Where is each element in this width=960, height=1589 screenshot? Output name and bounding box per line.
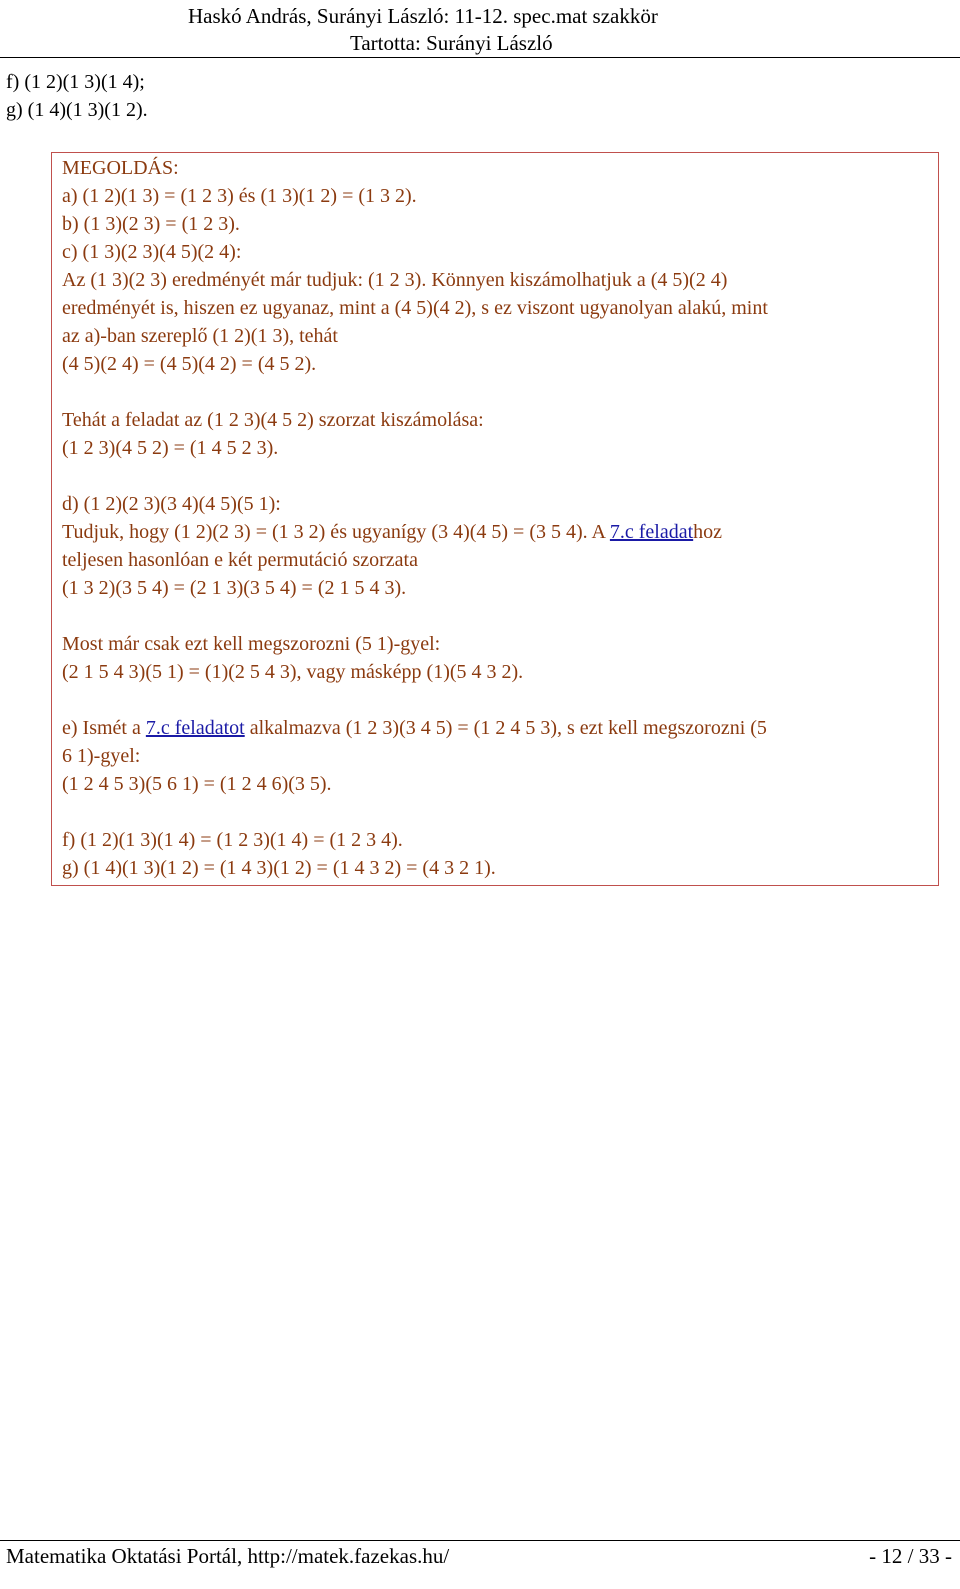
page-number: - 12 / 33 -	[869, 1544, 952, 1568]
paragraph-gap	[62, 686, 934, 714]
header-authors: Haskó András, Surányi László: 11-12. spec.mat szakkör	[188, 4, 658, 28]
solution-c-line: az a)-ban szereplő (1 2)(1 3), tehát	[62, 325, 338, 347]
solution-c-heading: c) (1 3)(2 3)(4 5)(2 4):	[62, 241, 242, 263]
solution-d-text: hoz	[693, 521, 723, 543]
paragraph-gap	[62, 378, 934, 406]
solution-e-result: (1 2 4 5 3)(5 6 1) = (1 2 4 6)(3 5).	[62, 773, 332, 795]
page-header	[0, 0, 960, 58]
solution-c-line: Az (1 3)(2 3) eredményét már tudjuk: (1 2 3). Könnyen kiszámolhatjuk a (4 5)(2 4)	[62, 269, 728, 291]
solution-d-text: Tudjuk, hogy (1 2)(2 3) = (1 3 2) és ugyanígy (3 4)(4 5) = (3 5 4). A	[62, 521, 610, 543]
solution-g: g) (1 4)(1 3)(1 2) = (1 4 3)(1 2) = (1 4 3 2) = (4 3 2 1).	[62, 857, 496, 879]
exercise-item-f: f) (1 2)(1 3)(1 4);	[6, 71, 145, 93]
header-divider	[0, 57, 960, 58]
solution-b: b) (1 3)(2 3) = (1 2 3).	[62, 213, 240, 235]
solution-a: a) (1 2)(1 3) = (1 2 3) és (1 3)(1 2) = (1 3 2).	[62, 185, 417, 207]
header-instructor: Tartotta: Surányi László	[350, 31, 553, 55]
paragraph-gap	[62, 798, 934, 826]
solution-c-line: Tehát a feladat az (1 2 3)(4 5 2) szorzat kiszámolása:	[62, 409, 484, 431]
solution-c-line: eredményét is, hiszen ez ugyanaz, mint a (4 5)(4 2), s ez viszont ugyanolyan alakú, mint	[62, 297, 768, 319]
paragraph-gap	[62, 462, 934, 490]
solution-d-line: Most már csak ezt kell megszorozni (5 1)-gyel:	[62, 633, 441, 655]
solution-d-result: (2 1 5 4 3)(5 1) = (1)(2 5 4 3), vagy másképp (1)(5 4 3 2).	[62, 661, 524, 683]
solution-e-text: alkalmazva (1 2 3)(3 4 5) = (1 2 4 5 3), s ezt kell megszorozni (5	[244, 717, 767, 739]
solution-d-line	[62, 518, 934, 546]
footer-divider	[0, 1540, 960, 1541]
exercise-7c-link[interactable]: 7.c feladat	[609, 521, 694, 543]
paragraph-gap	[62, 602, 934, 630]
solution-e-line	[62, 714, 934, 742]
solution-d-heading: d) (1 2)(2 3)(3 4)(4 5)(5 1):	[62, 493, 281, 515]
exercise-continuation	[6, 68, 148, 124]
exercise-7c-link[interactable]: 7.c feladatot	[145, 717, 245, 739]
solution-title: MEGOLDÁS:	[62, 157, 179, 179]
solution-e-line: 6 1)-gyel:	[62, 745, 141, 767]
solution-e-text: e) Ismét a	[62, 717, 146, 739]
solution-c-result: (1 2 3)(4 5 2) = (1 4 5 2 3).	[62, 437, 279, 459]
page-footer	[0, 1540, 960, 1589]
footer-portal: Matematika Oktatási Portál, http://matek.fazekas.hu/	[6, 1544, 450, 1568]
solution-content	[62, 154, 934, 882]
solution-d-line: (1 3 2)(3 5 4) = (2 1 3)(3 5 4) = (2 1 5 4 3).	[62, 577, 407, 599]
solution-c-line: (4 5)(2 4) = (4 5)(4 2) = (4 5 2).	[62, 353, 317, 375]
exercise-item-g: g) (1 4)(1 3)(1 2).	[6, 99, 148, 121]
solution-d-line: teljesen hasonlóan e két permutáció szorzata	[62, 549, 418, 571]
solution-f: f) (1 2)(1 3)(1 4) = (1 2 3)(1 4) = (1 2 3 4).	[62, 829, 403, 851]
